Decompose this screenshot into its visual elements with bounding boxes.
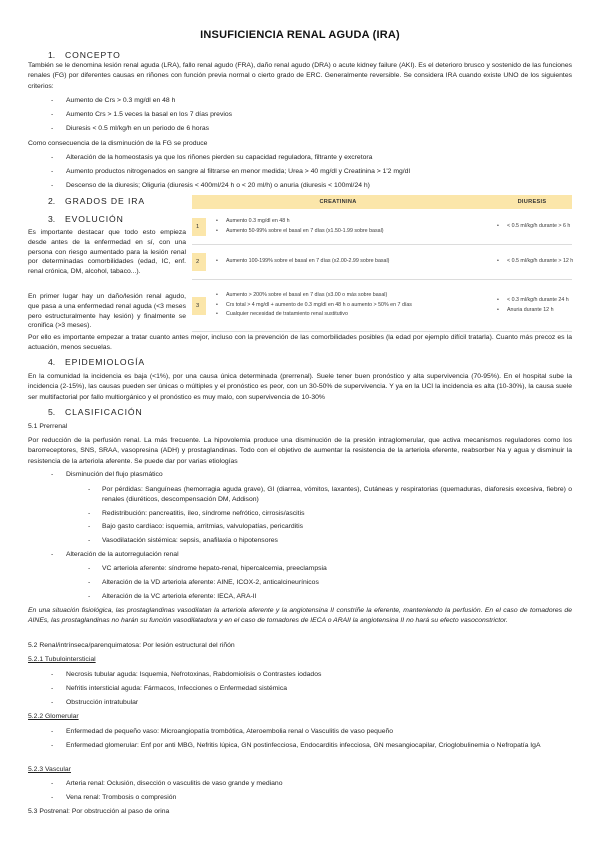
grade-number: 1 (192, 218, 206, 236)
diuresis-cell (470, 209, 572, 244)
etiology-item: - Bajo gasto cardíaco: isquemia, arritmias, valvulopatías, pericarditis (102, 522, 572, 532)
section-number: 1. (48, 50, 56, 60)
section-title: EVOLUCIÓN (65, 214, 124, 224)
etiology-group: - Disminución del flujo plasmático (66, 470, 572, 480)
section-number: 2. (48, 196, 56, 206)
consequence-item: - Alteración de la homeostasis ya que los riñones pierden su capacidad reguladora, filtrante y excretora (66, 153, 572, 163)
etiology-group: - Alteración de la autorregulación renal (66, 550, 572, 560)
section-title: EPIDEMIOLOGÍA (65, 357, 145, 367)
consequence-item: - Aumento productos nitrogenados en sangre al filtrarse en menor medida; Urea > 40 mg/dl y Creatinina > 1'2 mg/dl (66, 167, 572, 177)
evolucion-paragraph: Por ello es importante empezar a tratar cuanto antes mejor, incluso con la prevención de las comorbilidades posibles (la edad por ejemplo difícil tratarla). Cuanto más precoz es la actuación, menos secuelas. (28, 334, 572, 352)
cause-item: - Necrosis tubular aguda: Isquemia, Nefrotoxinas, Rabdomiolisis o Contrastes iodados (66, 670, 572, 680)
diuresis-criterion: • < 0.5 ml/kg/h durante > 12 h (497, 257, 572, 267)
evolucion-paragraph: Es importante destacar que todo esto empieza desde antes de la enfermedad en sí, con una persona con riesgo aumentado para la lesión renal por determinadas comorbilidades (edad, IC, enf. renal crónica, DM, alcohol, tabaco...). (28, 229, 186, 276)
diuresis-cell (470, 280, 572, 331)
subsection-heading-prerrenal: 5.1 Prerrenal (28, 423, 68, 430)
section-title: GRADOS DE IRA (65, 196, 145, 206)
document-title: INSUFICIENCIA RENAL AGUDA (IRA) (200, 29, 400, 41)
section-heading-epidemiologia (48, 357, 145, 367)
subsection-heading-vascular: 5.2.3 Vascular (28, 766, 71, 773)
section-number: 5. (48, 407, 56, 417)
grade-cell (192, 209, 206, 244)
section-heading-grados (48, 196, 145, 206)
creatinina-cell (206, 245, 470, 279)
etiology-item: - Vasodilatación sistémica: sepsis, anafilaxia o hipotensores (102, 536, 572, 546)
etiology-item: - Alteración de la VD arteriola aferente: AINE, ICOX-2, anticalcineurínicos (102, 578, 572, 588)
prerrenal-paragraph: Por reducción de la perfusión renal. La más frecuente. La hipovolemia produce una disminución de la presión intraglomerular, que activa mecanismos reguladores como los barorreceptores, SNS, SRAA, vasopresina (ADH) y prostaglandinas. Todo con el objetivo de aumentar la resistencia de la arteriola eferente, reabsorber Na y agua y disminuir la resistencia de la arteriola aferente. Se puede dar por varias etiologías (28, 437, 572, 465)
creatinina-cell (206, 209, 470, 244)
section-title: CONCEPTO (65, 50, 121, 60)
creatinina-criterion: • Aumento > 200% sobre el basal en 7 días (x3.00 o más sobre basal) (216, 291, 470, 301)
section-heading-evolucion (48, 214, 124, 224)
cause-item: - Vena renal: Trombosis o compresión (66, 793, 572, 803)
table-row-grade-3 (192, 280, 572, 332)
cause-item: - Arteria renal: Oclusión, disección o vasculitis de vaso grande y mediano (66, 779, 572, 789)
etiology-item: - VC arteriola aferente: síndrome hepato-renal, hipercalcemia, preeclampsia (102, 564, 572, 574)
cause-item: - Obstrucción intratubular (66, 698, 572, 708)
table-row-grade-2 (192, 245, 572, 280)
creatinina-cell (206, 280, 470, 331)
grade-cell (192, 245, 206, 279)
creatinina-criterion: • Aumento 50-99% sobre el basal en 7 días (x1.50-1.99 sobre basal) (216, 227, 470, 237)
creatinina-criterion: • Crs total > 4 mg/dl + aumento de 0.3 mg/dl en 48 h o aumento > 50% en 7 días (216, 301, 470, 311)
diuresis-criterion: • < 0.5 ml/kg/h durante > 6 h (497, 222, 572, 232)
etiology-item: - Redistribución: pancreatitis, íleo, síndrome nefrótico, cirrosis/ascitis (102, 509, 572, 519)
subsection-heading-tubulointersticial: 5.2.1 Tubulointersticial (28, 656, 96, 663)
evolucion-paragraph: En primer lugar hay un daño/lesión renal agudo, que pasa a una enfermedad renal aguda (<3 meses pero estructuralmente hay lesión) y finalmente se cronifica (>3 meses). (28, 293, 186, 330)
creatinina-criterion: • Aumento 100-199% sobre el basal en 7 días (x2.00-2.99 sobre basal) (216, 257, 470, 267)
section-title: CLASIFICACIÓN (65, 407, 143, 417)
diuresis-criterion: • < 0.3 ml/kg/h durante 24 h (497, 296, 572, 306)
consequence-item: - Descenso de la diuresis; Oliguria (diuresis < 400ml/24 h o < 20 ml/h) o anuria (diuresis < 100ml/24 h) (66, 181, 572, 191)
criteria-item: - Aumento de Crs > 0.3 mg/dl en 48 h (66, 96, 572, 106)
section-number: 3. (48, 214, 56, 224)
cause-item: - Enfermedad glomerular: Enf por anti MBG, Nefritis lúpica, GN postinfecciosa, Endocarditis infecciosa, GN mesangiocapilar, Crioglobulinemia o Nefropatía IgA (66, 741, 572, 751)
diuresis-cell (470, 245, 572, 279)
section-heading-concepto (48, 50, 121, 60)
grades-table (192, 195, 572, 332)
concepto-paragraph: También se le denomina lesión renal aguda (LRA), fallo renal agudo (FRA), daño renal agudo (DRA) o acute kidney failure (AKI). Es el deterioro brusco y sostenido de las funciones renales (FG) por diferentes causas en riñones con función previa normal o cierto grado de ERC. Generalmente reversible. Se considera IRA cuando existe UNO de los siguientes criterios: (28, 62, 572, 90)
cause-item: - Nefritis intersticial aguda: Fármacos, Infecciones o Enfermedad sistémica (66, 684, 572, 694)
grade-number: 3 (192, 297, 206, 315)
section-number: 4. (48, 357, 56, 367)
grade-cell (192, 280, 206, 331)
subsection-heading-glomerular: 5.2.2 Glomerular (28, 713, 79, 720)
consequence-intro: Como consecuencia de la disminución de la FG se produce (28, 140, 208, 147)
etiology-item: - Por pérdidas: Sanguíneas (hemorragia aguda grave), GI (diarrea, vómitos, laxantes), Cutáneas y respiratorias (quemaduras, diaforesis excesiva, fiebre) o renales (diuréticos, descompensación DM, Addison) (102, 485, 572, 505)
header-creatinina: CREATININA (319, 199, 357, 205)
section-heading-clasificacion (48, 407, 143, 417)
table-header-row (192, 195, 572, 209)
header-diuresis: DIURESIS (517, 199, 547, 205)
creatinina-criterion: • Cualquier necesidad de tratamiento renal sustitutivo (216, 310, 470, 320)
epidemiologia-paragraph: En la comunidad la incidencia es baja (<1%), por una causa única determinada (prerrenal). Suele tener buen pronóstico y alta supervivencia (70-95%). En el hospital sube la incidencia (2-15%), las causas pueden ser únicas o múltiples y el pronóstico es peor, con un 30-50% de supervivencia. Y ya en la UCI la incidencia es alta (10-30%), la causa suele ser multifactorial por fallo multiorgánico y el pronóstico es muy malo, con supervivencia de 10-30% (28, 373, 572, 401)
creatinina-criterion: • Aumento 0.3 mg/dl en 48 h (216, 217, 470, 227)
diuresis-criterion: • Anuria durante 12 h (497, 306, 572, 316)
subsection-heading-postrenal: 5.3 Postrenal: Por obstrucción al paso de orina (28, 808, 170, 815)
cause-item: - Enfermedad de pequeño vaso: Microangiopatía trombótica, Ateroembolia renal o Vasculitis de vaso pequeño (66, 727, 572, 737)
criteria-item: - Diuresis < 0.5 ml/kg/h en un periodo de 6 horas (66, 124, 572, 134)
subsection-heading-renal: 5.2 Renal/intrínseca/parenquimatosa: Por lesión estructural del riñón (28, 642, 235, 649)
prerrenal-note: En una situación fisiológica, las prostaglandinas vasodilatan la arteriola aferente y la angiotensina II constriñe la eferente, manteniendo la perfusión. En el caso de tomadores de AINEs, las prostaglandinas no harán su función vasodilatadora y en el caso de tomadores de IECA o ARAII la angiotensina II no hará su efecto vasoconstrictor. (28, 607, 572, 625)
etiology-item: - Alteración de la VC arteriola eferente: IECA, ARA-II (102, 592, 572, 602)
grade-number: 2 (192, 253, 206, 271)
criteria-item: - Aumento Crs > 1.5 veces la basal en los 7 días previos (66, 110, 572, 120)
table-row-grade-1 (192, 209, 572, 245)
